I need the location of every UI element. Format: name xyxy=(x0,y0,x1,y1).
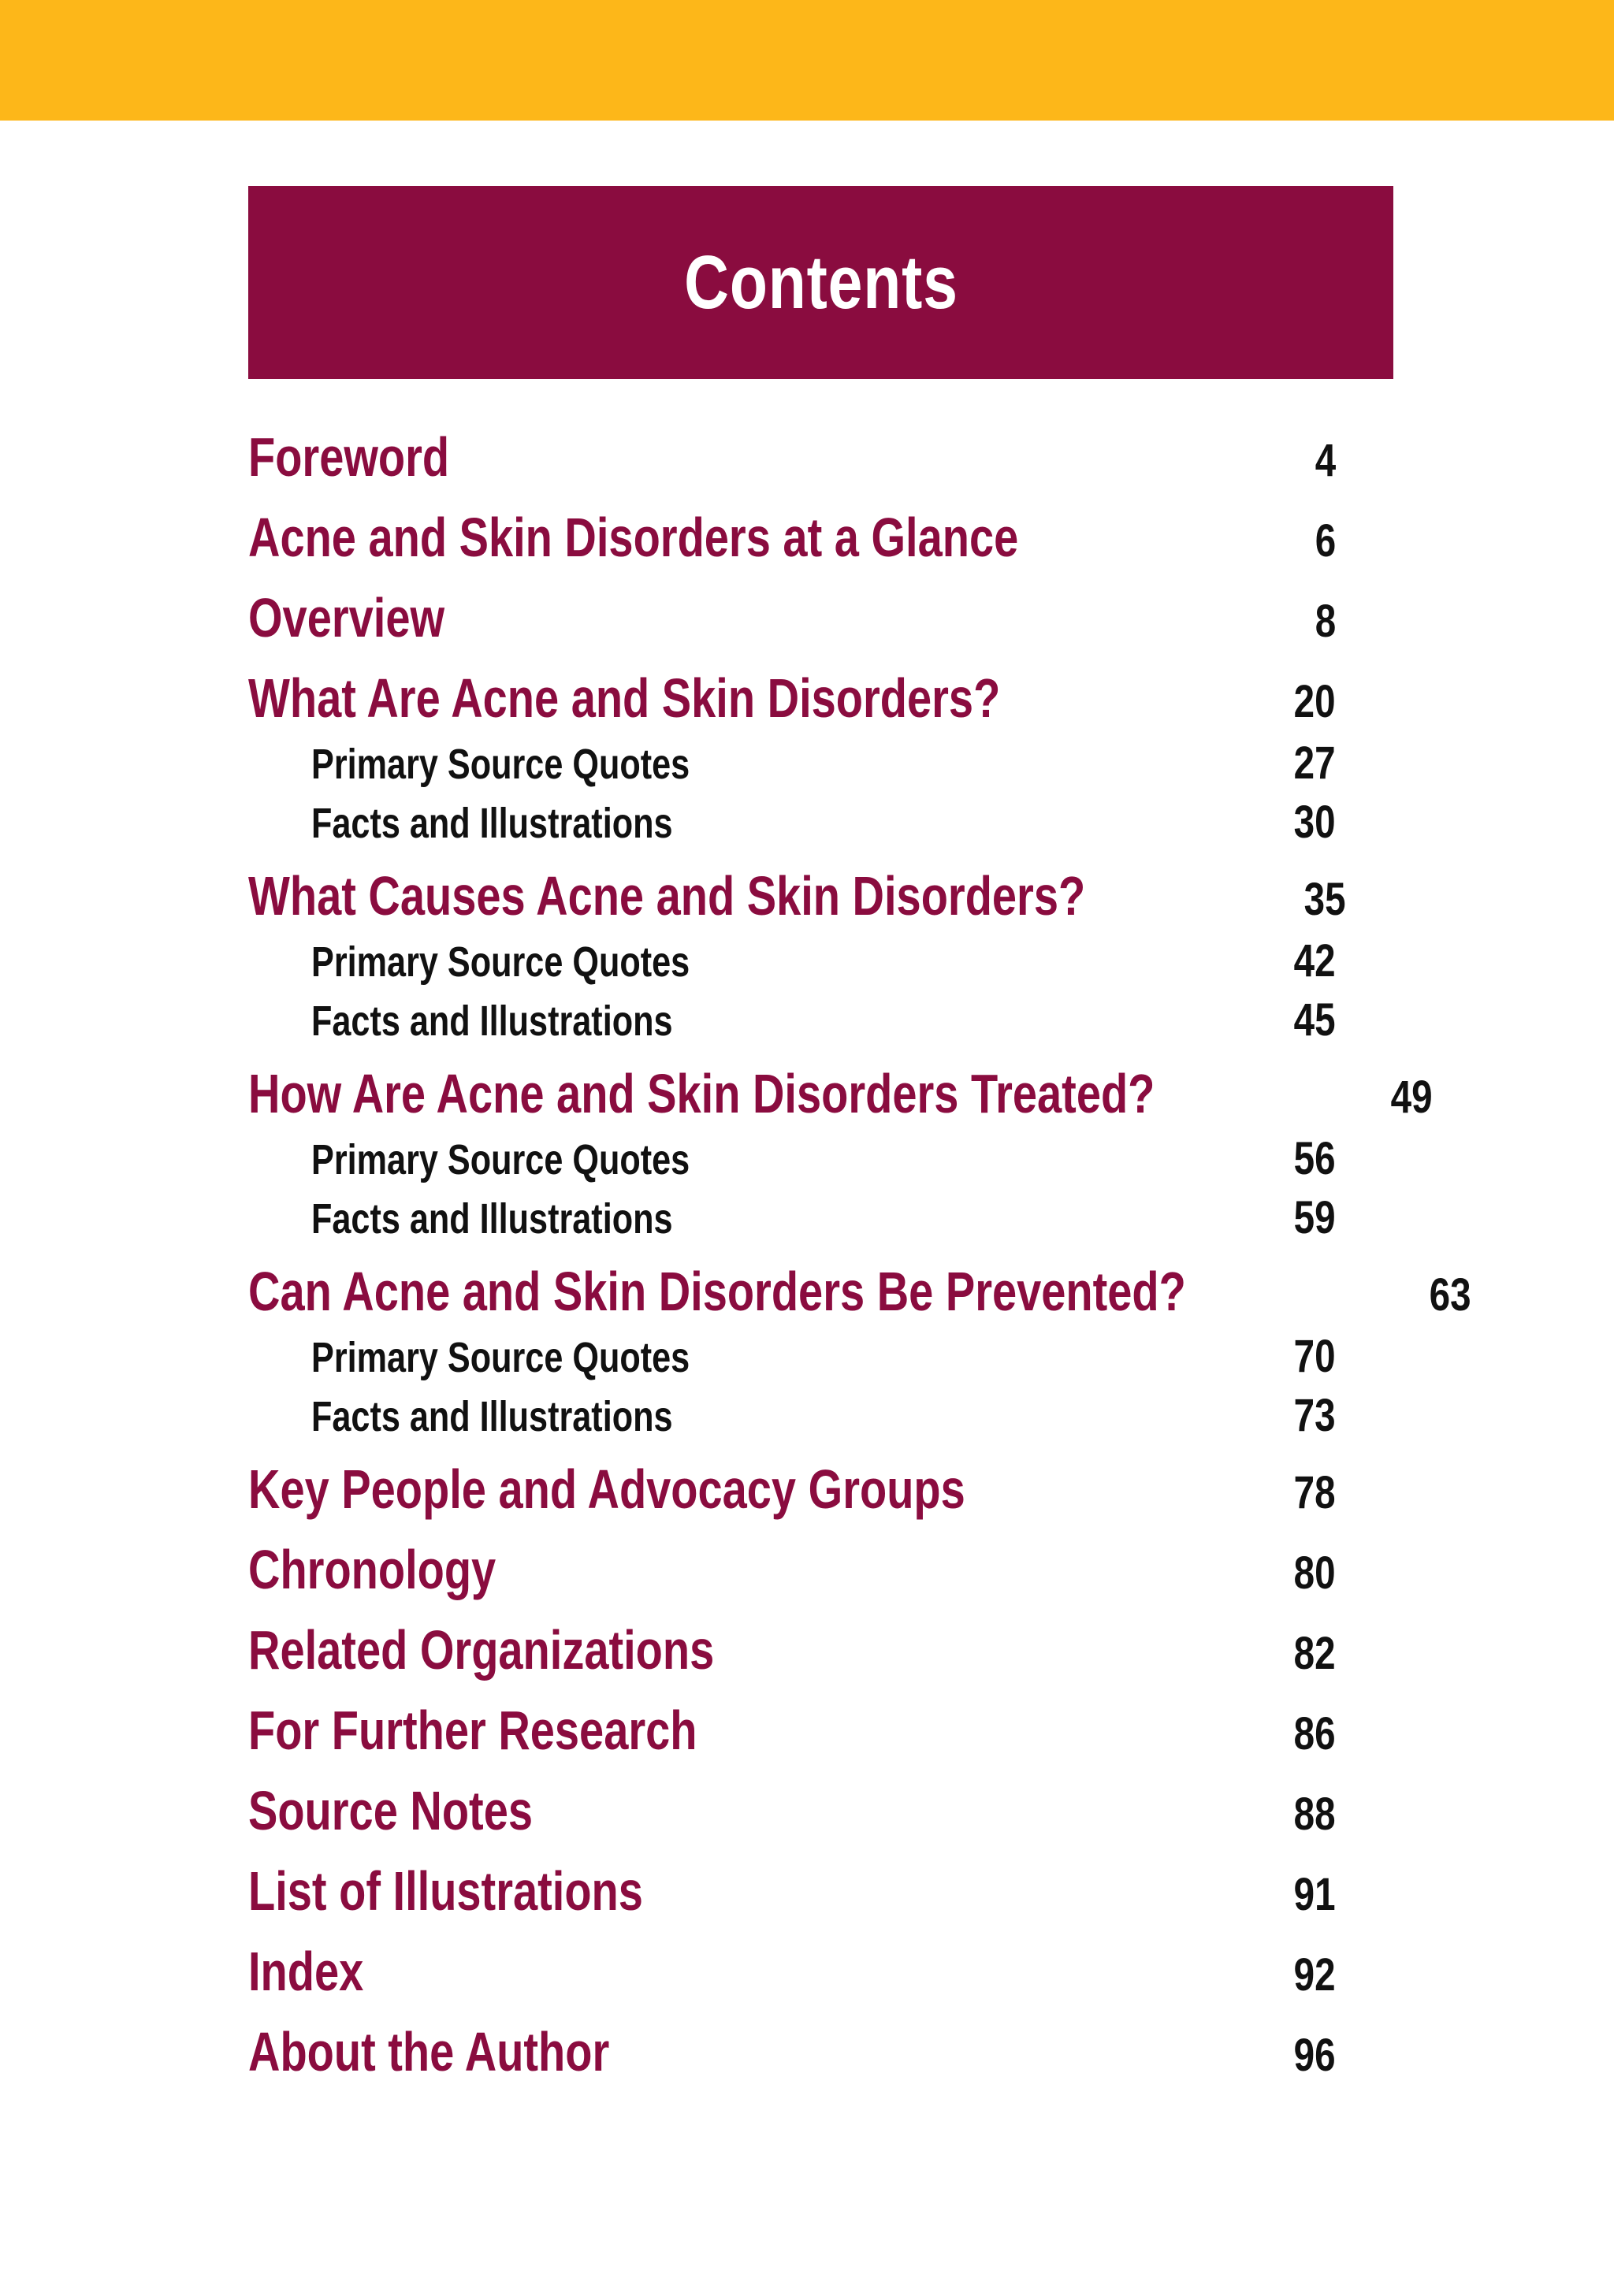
toc-entry-label: Primary Source Quotes xyxy=(311,741,690,788)
toc-subentry-primary-source-quotes[interactable] xyxy=(248,1330,1336,1383)
toc-entry-label: What Causes Acne and Skin Disorders? xyxy=(248,865,1086,927)
toc-entry-page: 6 xyxy=(1315,515,1336,567)
toc-entry-label: Facts and Illustrations xyxy=(311,998,673,1045)
toc-entry-label: Facts and Illustrations xyxy=(311,1393,673,1440)
toc-entry-label: List of Illustrations xyxy=(248,1860,643,1922)
toc-entry-page: 82 xyxy=(1294,1628,1336,1679)
toc-entry-related-organizations[interactable] xyxy=(248,1618,1336,1681)
toc-entry-label: Index xyxy=(248,1941,364,2002)
toc-entry-source-notes[interactable] xyxy=(248,1779,1336,1842)
toc-entry-page: 49 xyxy=(1390,1072,1433,1123)
toc-entry-label: What Are Acne and Skin Disorders? xyxy=(248,667,1001,729)
toc-entry-label: Facts and Illustrations xyxy=(311,800,673,847)
toc-entry-page: 78 xyxy=(1294,1467,1336,1518)
toc-subentry-primary-source-quotes[interactable] xyxy=(248,934,1336,987)
toc-subentry-primary-source-quotes[interactable] xyxy=(248,1132,1336,1185)
toc-subentry-primary-source-quotes[interactable] xyxy=(248,737,1336,789)
toc-entry-page: 8 xyxy=(1315,596,1336,647)
toc-entry-what-causes[interactable] xyxy=(248,864,1346,927)
toc-entry-at-a-glance[interactable] xyxy=(248,506,1336,569)
toc-entry-page: 27 xyxy=(1294,737,1336,789)
toc-entry-label: For Further Research xyxy=(248,1700,697,1761)
toc-entry-page: 4 xyxy=(1315,435,1336,486)
toc-entry-label: Source Notes xyxy=(248,1780,533,1841)
toc-entry-label: Can Acne and Skin Disorders Be Prevented? xyxy=(248,1261,1186,1322)
toc-entry-label: Primary Source Quotes xyxy=(311,1136,690,1183)
toc-entry-key-people[interactable] xyxy=(248,1458,1336,1521)
toc-entry-page: 56 xyxy=(1294,1133,1336,1184)
toc-subentry-facts-and-illustrations[interactable] xyxy=(248,796,1336,849)
toc-entry-page: 63 xyxy=(1429,1269,1471,1321)
toc-subentry-facts-and-illustrations[interactable] xyxy=(248,994,1336,1046)
toc-subentry-facts-and-illustrations[interactable] xyxy=(248,1191,1336,1244)
toc-entry-page: 30 xyxy=(1294,797,1336,848)
table-of-contents xyxy=(248,0,1471,2296)
toc-entry-page: 59 xyxy=(1294,1192,1336,1243)
toc-entry-page: 91 xyxy=(1294,1869,1336,1920)
toc-entry-further-research[interactable] xyxy=(248,1699,1336,1762)
toc-entry-foreword[interactable] xyxy=(248,425,1336,489)
toc-entry-label: Overview xyxy=(248,587,445,648)
toc-entry-label: Related Organizations xyxy=(248,1619,715,1681)
toc-entry-page: 92 xyxy=(1294,1949,1336,2001)
toc-entry-label: Foreword xyxy=(248,426,450,488)
toc-entry-label: Primary Source Quotes xyxy=(311,938,690,986)
toc-entry-page: 86 xyxy=(1294,1708,1336,1759)
toc-entry-label: Chronology xyxy=(248,1539,496,1600)
toc-entry-page: 35 xyxy=(1303,874,1346,925)
toc-entry-how-treated[interactable] xyxy=(248,1062,1433,1125)
toc-entry-page: 80 xyxy=(1294,1547,1336,1599)
toc-entry-label: About the Author xyxy=(248,2021,610,2082)
toc-entry-label: Facts and Illustrations xyxy=(311,1195,673,1243)
toc-entry-label: Primary Source Quotes xyxy=(311,1334,690,1381)
toc-entry-page: 42 xyxy=(1294,935,1336,986)
toc-entry-page: 88 xyxy=(1294,1789,1336,1840)
toc-entry-page: 45 xyxy=(1294,994,1336,1046)
toc-subentry-facts-and-illustrations[interactable] xyxy=(248,1389,1336,1442)
toc-entry-page: 96 xyxy=(1294,2030,1336,2081)
toc-entry-index[interactable] xyxy=(248,1940,1336,2003)
toc-entry-overview[interactable] xyxy=(248,586,1336,649)
toc-entry-page: 20 xyxy=(1294,676,1336,727)
toc-entry-label: Acne and Skin Disorders at a Glance xyxy=(248,507,1019,568)
toc-entry-about-the-author[interactable] xyxy=(248,2020,1336,2083)
toc-entry-chronology[interactable] xyxy=(248,1538,1336,1601)
toc-entry-what-are[interactable] xyxy=(248,667,1336,730)
toc-entry-page: 70 xyxy=(1294,1331,1336,1382)
page-title: Contents xyxy=(683,240,958,325)
toc-entry-prevented[interactable] xyxy=(248,1260,1471,1323)
toc-entry-list-of-illustrations[interactable] xyxy=(248,1859,1336,1923)
toc-entry-label: How Are Acne and Skin Disorders Treated? xyxy=(248,1063,1155,1124)
toc-entry-label: Key People and Advocacy Groups xyxy=(248,1458,965,1520)
toc-entry-page: 73 xyxy=(1294,1390,1336,1441)
